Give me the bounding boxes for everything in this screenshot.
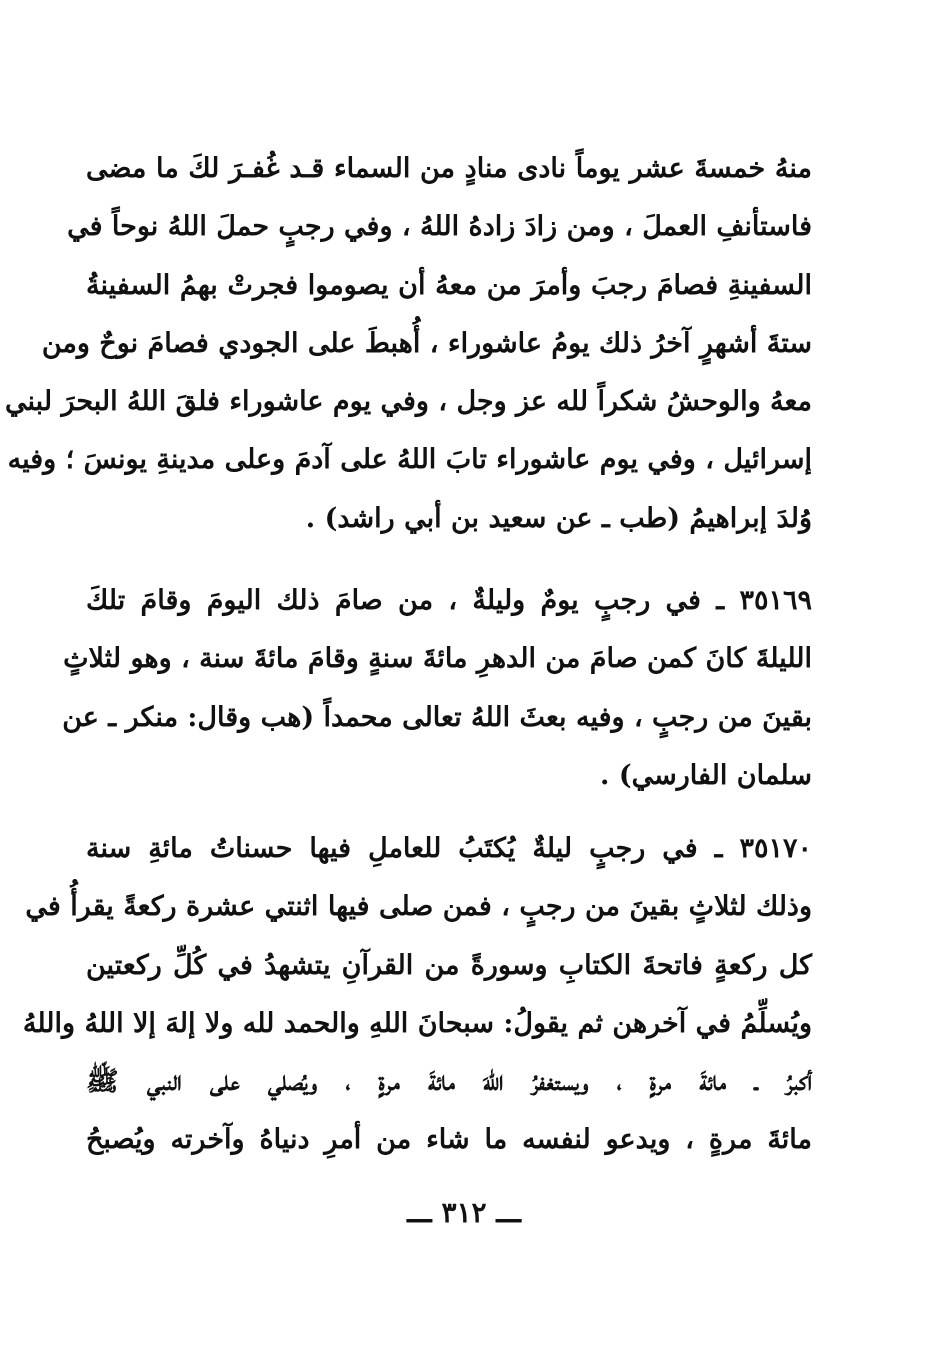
text-line: أكبرُ ـ مائةَ مرةٍ ، ويستغفرُ اللهَ مائةَ مرةٍ ، ويُصلي على النبي ﷺ (86, 1066, 812, 1098)
text-line: معهُ والوحشُ شكراً لله عز وجل ، وفي يوم عاشوراء فلقَ اللهُ البحرَ لبني (5, 386, 812, 418)
paragraph-1 (5, 140, 812, 548)
paragraph-3 (22, 820, 812, 1170)
text-line: الليلةَ كانَ كمن صامَ من الدهرِ مائةَ سنةٍ وقامَ مائةَ سنة ، وهو لثلاثٍ (63, 643, 812, 675)
text-line: كل ركعةٍ فاتحةَ الكتابِ وسورةً من القرآنِ يتشهدُ في كُلِّ ركعتين (86, 949, 812, 981)
text-line: وذلك لثلاثٍ بقينَ من رجبٍ ، فمن صلى فيها اثنتي عشرة ركعةً يقرأُ في (25, 891, 812, 923)
text-line: ٣٥١٦٩ ـ في رجبٍ يومٌ وليلةٌ ، من صامَ ذلك اليومَ وقامَ تلكَ (86, 585, 812, 616)
text-line: بقينَ من رجبٍ ، وفيه بعثَ اللهُ تعالى محمداً (هب وقال: منكر ـ عن (62, 701, 812, 733)
page-number: ـــ ٣١٢ ـــ (407, 1196, 521, 1229)
text-line: سلمان الفارسي) . (600, 759, 812, 791)
text-line: ستةَ أشهرٍ آخرُ ذلك يومُ عاشوراء ، أُهبطَ على الجودي فصامَ نوحٌ ومن (41, 327, 812, 359)
text-line: السفينةِ فصامَ رجبَ وأمرَ من معهُ أن يصوموا فجرتْ بهمُ السفينةُ (86, 269, 812, 301)
paragraph-2 (62, 572, 812, 805)
text-line: منهُ خمسةَ عشر يوماً نادى منادٍ من السماء قـد غُفـرَ لكَ ما مضى (86, 153, 812, 184)
text-line: إسرائيل ، وفي يوم عاشوراء تابَ اللهُ على آدمَ وعلى مدينةِ يونسَ ؛ وفيه (7, 444, 812, 476)
text-line: مائةَ مرةٍ ، ويدعو لنفسه ما شاء من أمرِ دنياهُ وآخرته ويُصبحُ (86, 1124, 812, 1156)
text-line: وُلدَ إبراهيمُ (طب ـ عن سعيد بن أبي راشد) . (305, 502, 812, 534)
text-line: ويُسلِّمُ في آخرهن ثم يقولُ: سبحانَ اللهِ والحمد لله ولا إلهَ إلا اللهُ واللهُ (22, 1007, 812, 1039)
text-line: فاستأنفِ العملَ ، ومن زادَ زادهُ اللهُ ، وفي رجبٍ حملَ اللهُ نوحاً في (67, 211, 812, 243)
text-line: ٣٥١٧٠ ـ في رجبٍ ليلةٌ يُكتَبُ للعاملِ فيها حسناتُ مائةِ سنة (86, 833, 812, 864)
